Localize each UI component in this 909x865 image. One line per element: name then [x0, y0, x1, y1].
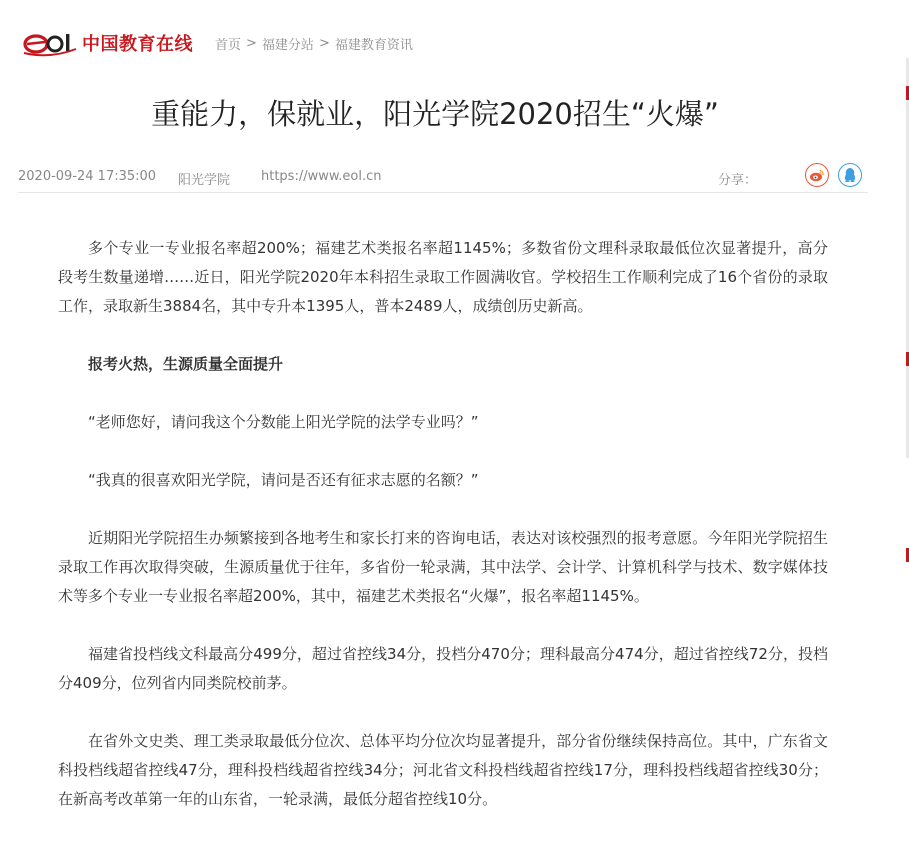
- article-body: [58, 234, 828, 843]
- article-paragraph: 近期阳光学院招生办频繁接到各地考生和家长打来的咨询电话，表达对该校强烈的报考意愿。今年阳光学院招生录取工作再次取得突破，生源质量优于往年，多省份一轮录满，其中法学、会计学、计算机科学与技术、数字媒体技术等多个专业一专业报名率超200%，其中，福建艺术类报名“火爆”，报名率超1145%。: [58, 529, 828, 605]
- breadcrumb: [215, 34, 413, 53]
- share-qq-button[interactable]: [838, 163, 862, 187]
- logo-text: 中国教育在线: [82, 34, 193, 55]
- breadcrumb-fujian-news[interactable]: 福建教育资讯: [334, 37, 413, 53]
- eol-logo-icon: [22, 29, 78, 57]
- article-paragraph: 多个专业一专业报名率超200%；福建艺术类报名率超1145%；多数省份文理科录取最低位次显著提升，高分段考生数量递增……近日，阳光学院2020年本科招生录取工作圆满收官。学校招生工作顺利完成了16个省份的录取工作，录取新生3884名，其中专升本1395人，普本2489人，成绩创历史新高。: [58, 239, 828, 315]
- article-source: 阳光学院: [178, 173, 231, 188]
- article-paragraph: 在省外文史类、理工类录取最低分位次、总体平均分位次均显著提升，部分省份继续保持高位。其中，广东省文科投档线超省控线47分，理科投档线超省控线34分；河北省文科投档线超省控线17分，理科投档线超省控线30分；在新高考改革第一年的山东省，一轮录满，最低分超省控线10分。: [58, 732, 828, 808]
- share-label: 分享：: [718, 173, 758, 188]
- article-meta: [18, 162, 868, 193]
- article-paragraph: 福建省投档线文科最高分499分，超过省控线34分，投档分470分；理科最高分474分，超过省控线72分，投档分409分，位列省内同类院校前茅。: [58, 645, 828, 692]
- breadcrumb-fujian-branch[interactable]: 福建分站: [261, 37, 314, 53]
- article-quote: “我真的很喜欢阳光学院，请问是否还有征求志愿的名额？”: [88, 471, 479, 489]
- share-weibo-button[interactable]: [805, 163, 829, 187]
- weibo-icon: [809, 168, 825, 182]
- article-title: 重能力，保就业，阳光学院2020招生“火爆”: [151, 97, 719, 131]
- article-quote: “老师您好，请问我这个分数能上阳光学院的法学专业吗？”: [88, 413, 479, 431]
- site-logo[interactable]: [22, 29, 193, 57]
- breadcrumb-separator: >: [318, 35, 330, 51]
- source-url: https://www.eol.cn: [261, 169, 382, 184]
- breadcrumb-home[interactable]: 首页: [215, 37, 242, 53]
- publish-date: 2020-09-24 17:35:00: [18, 169, 157, 184]
- section-heading: 报考火热，生源质量全面提升: [88, 355, 284, 373]
- site-header: [22, 28, 413, 58]
- breadcrumb-separator: >: [246, 35, 257, 51]
- qq-icon: [843, 167, 857, 183]
